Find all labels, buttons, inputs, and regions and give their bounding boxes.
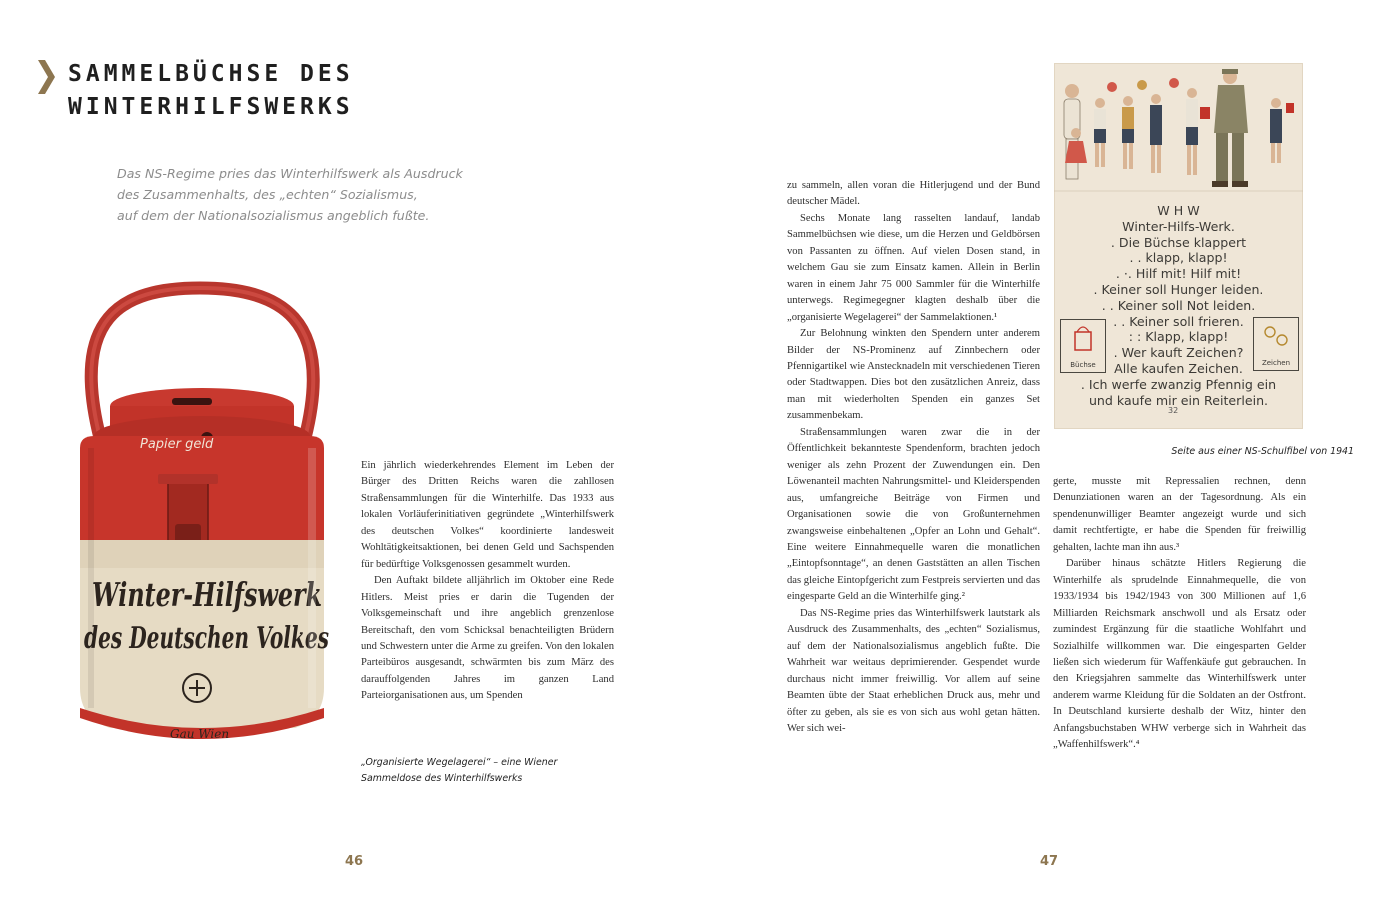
title-line-1: SAMMELBÜCHSE DES (68, 61, 354, 87)
paragraph: gerte, musste mit Repressalien rechnen, denn Denunziationen waren an der Tagesordnung. Als ein spendenunwilliger Beamter angezeigt wurde und sich damit rechtfertigte, er habe die Spenden für freiwillig gehalten, lachte man ihn aus.³ (1053, 476, 1306, 553)
text-column-2 (787, 178, 1040, 737)
primer-line: W H W (1157, 203, 1200, 218)
primer-line: . Wer kauft Zeichen? (1113, 345, 1244, 361)
can-top-label: Papier geld (140, 437, 214, 452)
lead-line: auf dem der Nationalsozialismus angeblich fußte. (117, 208, 430, 223)
title-line-2: WINTERHILFSWERKS (68, 94, 354, 120)
box-label: Büchse (1070, 361, 1096, 369)
primer-text (1054, 203, 1303, 408)
lead-line: Das NS-Regime pries das Winterhilfswerk als Ausdruck (117, 166, 463, 181)
primer-line: . ·. Hilf mit! Hilf mit! (1115, 266, 1242, 282)
primer-box-badges (1253, 317, 1299, 371)
paragraph: Sechs Monate lang rasselten landauf, landab Sammelbüchsen wie diese, um die Herzen und Geldbörsen von Passanten zu öffnen. Auf vielen Dosen stand, in welchem Gau sie zum Einsatz kamen. Allein in Berlin waren in einem Jahr 75 000 Sammler für die Winterhilfe unterwegs. Regimegegner klagten deshalb über die „organisierte Wegelagerei“ der Sammelaktionen.¹ (787, 212, 1040, 323)
paragraph: Straßensammlungen waren zwar die in der Öffentlichkeit bekannteste Spendenform, brachten jedoch weniger als zehn Prozent der Zuwendungen ein. Den Löwenanteil machten Nahrungsmittel- und Kleiderspenden aus, umfangreiche Beiträge von Firmen und Organisationen sowie die von Großunternehmen zwangsweise einbehaltenen „Opfer an Lohn und Gehalt“. Eine weitere Einnahmequelle waren die monatlichen „Eintopfsonntage“, an denen Gaststätten an allen Tischen das gleiche Eintopfgericht zum Festpreis servierten und das eingesparte Geld an die Winterhilfe ging.² (787, 426, 1040, 603)
primer-line: . . Keiner soll frieren. (1113, 313, 1244, 329)
paragraph: Das NS-Regime pries das Winterhilfswerk lautstark als Ausdruck des Zusammenhalts, des „echten“ Sozialismus, auf dem der Nationalsozialismus angeblich fußte. Die Wahrheit war weitaus deprimierender. Gespendet wurde durchaus nicht immer freiwillig. Vor allem auf seine Beamten übte der Staat erheblichen Druck aus, mehr und öfter zu geben, als sie es von sich aus wohl getan hätten. Wer sich wei- (787, 607, 1040, 734)
paragraph: Den Auftakt bildete alljährlich im Oktober eine Rede Hitlers. Meist pries er darin die Tugenden der Volksgemeinschaft und ihre angeblich grenzenlose Bereitschaft, den vom Schicksal benachteiligten Brüdern und Schwestern unter die Arme zu greifen. Von den lokalen Parteibüros ausgesandt, schwärmten bis zum März des darauffolgenden Jahres im ganzen Land Parteiorganisationen aus, um Spenden (361, 575, 614, 702)
can-caption (361, 755, 611, 787)
caption-line: „Organisierte Wegelagerei“ – eine Wiener (361, 757, 558, 768)
collection-can-image (60, 278, 345, 753)
can-bottom-label: Gau Wien (170, 727, 230, 741)
primer-line: . . klapp, klapp! (1129, 250, 1228, 266)
page-title (68, 58, 354, 124)
badge-sketch-icon (1254, 318, 1298, 354)
lead-paragraph (117, 163, 477, 226)
lead-line: des Zusammenhalts, des „echten“ Sozialismus, (117, 187, 418, 202)
primer-line: und kaufe mir ein Reiterlein. (1088, 392, 1269, 408)
primer-line: : : Klapp, klapp! (1128, 329, 1229, 345)
can-script-line-2: des Deutschen Volkes (84, 621, 330, 656)
chevron-right-icon (36, 60, 56, 94)
box-label: Zeichen (1261, 359, 1291, 367)
text-column-1 (361, 458, 614, 705)
primer-line: Alle kaufen Zeichen. (1114, 360, 1243, 376)
paragraph: Darüber hinaus schätzte Hitlers Regierung die Winterhilfe als sprudelnde Einnahmequelle, die von 1933/1934 bis 1942/1943 von 300 Millionen auf 1,6 Milliarden Reichsmark anschwoll und als Ersatz oder zumindest Ergänzung für die staatliche Wohlfahrt und Sozialhilfe willkommen war. Die eingesparten Gelder ließen sich wiederum für Waffenkäufe gut gebrauchen. In den Kriegsjahren sammelte das Winterhilfswerk unter anderem warme Kleidung für die Soldaten an der Ostfront. In Deutschland kursierte deshalb der Witz, hinter den Anfangsbuchstaben WHW verberge sich in Wahrheit das „Waffenhilfswerk“.⁴ (1053, 558, 1306, 751)
primer-illustration (1054, 63, 1303, 203)
primer-line: . Keiner soll Hunger leiden. (1093, 281, 1264, 297)
fibel-caption: Seite aus einer NS-Schulfibel von 1941 (1171, 446, 1354, 457)
primer-line: . Die Büchse klappert (1110, 234, 1247, 250)
paragraph: Ein jährlich wiederkehrendes Element im Leben der Bürger des Dritten Reichs waren die zahllosen Straßensammlungen für die Winterhilfe. Das 1933 aus lokalen Vorläuferinitiativen gegründete „Winterhilfswerk des deutschen Volkes“ koordinierte landesweit Wohltätigkeitsaktionen, bei denen Geld und Sachspenden für bedürftige Volksgenossen gesammelt wurden. (361, 460, 614, 570)
paragraph: Zur Belohnung winkten den Spendern unter anderem Bilder der NS-Prominenz auf Zinnbechern oder Pfennigartikel wie Anstecknadeln mit verschiedenen Tieren oder Stadtwappen. Dies bot den zusätzlichen Anreiz, dass man mit wiederholten Spenden ein ganzes Set zusammenbekam. (787, 328, 1040, 422)
can-sketch-icon (1061, 320, 1105, 356)
page-number-left: 46 (345, 854, 364, 869)
primer-page-number: 32 (1168, 406, 1179, 415)
primer-box-can (1060, 319, 1106, 373)
caption-line: Sammeldose des Winterhilfswerks (361, 773, 523, 784)
primer-line: . . Keiner soll Not leiden. (1101, 297, 1256, 313)
primer-line: Winter-Hilfs-Werk. (1122, 218, 1235, 234)
can-script-line-1: Winter-Hilfswerk (92, 575, 322, 614)
page-number-right: 47 (1040, 854, 1059, 869)
primer-line: . Ich werfe zwanzig Pfennig ein (1080, 376, 1277, 392)
school-primer-image (1054, 63, 1303, 429)
text-column-3 (1053, 474, 1306, 754)
paragraph: zu sammeln, allen voran die Hitlerjugend und der Bund deutscher Mädel. (787, 180, 1040, 208)
